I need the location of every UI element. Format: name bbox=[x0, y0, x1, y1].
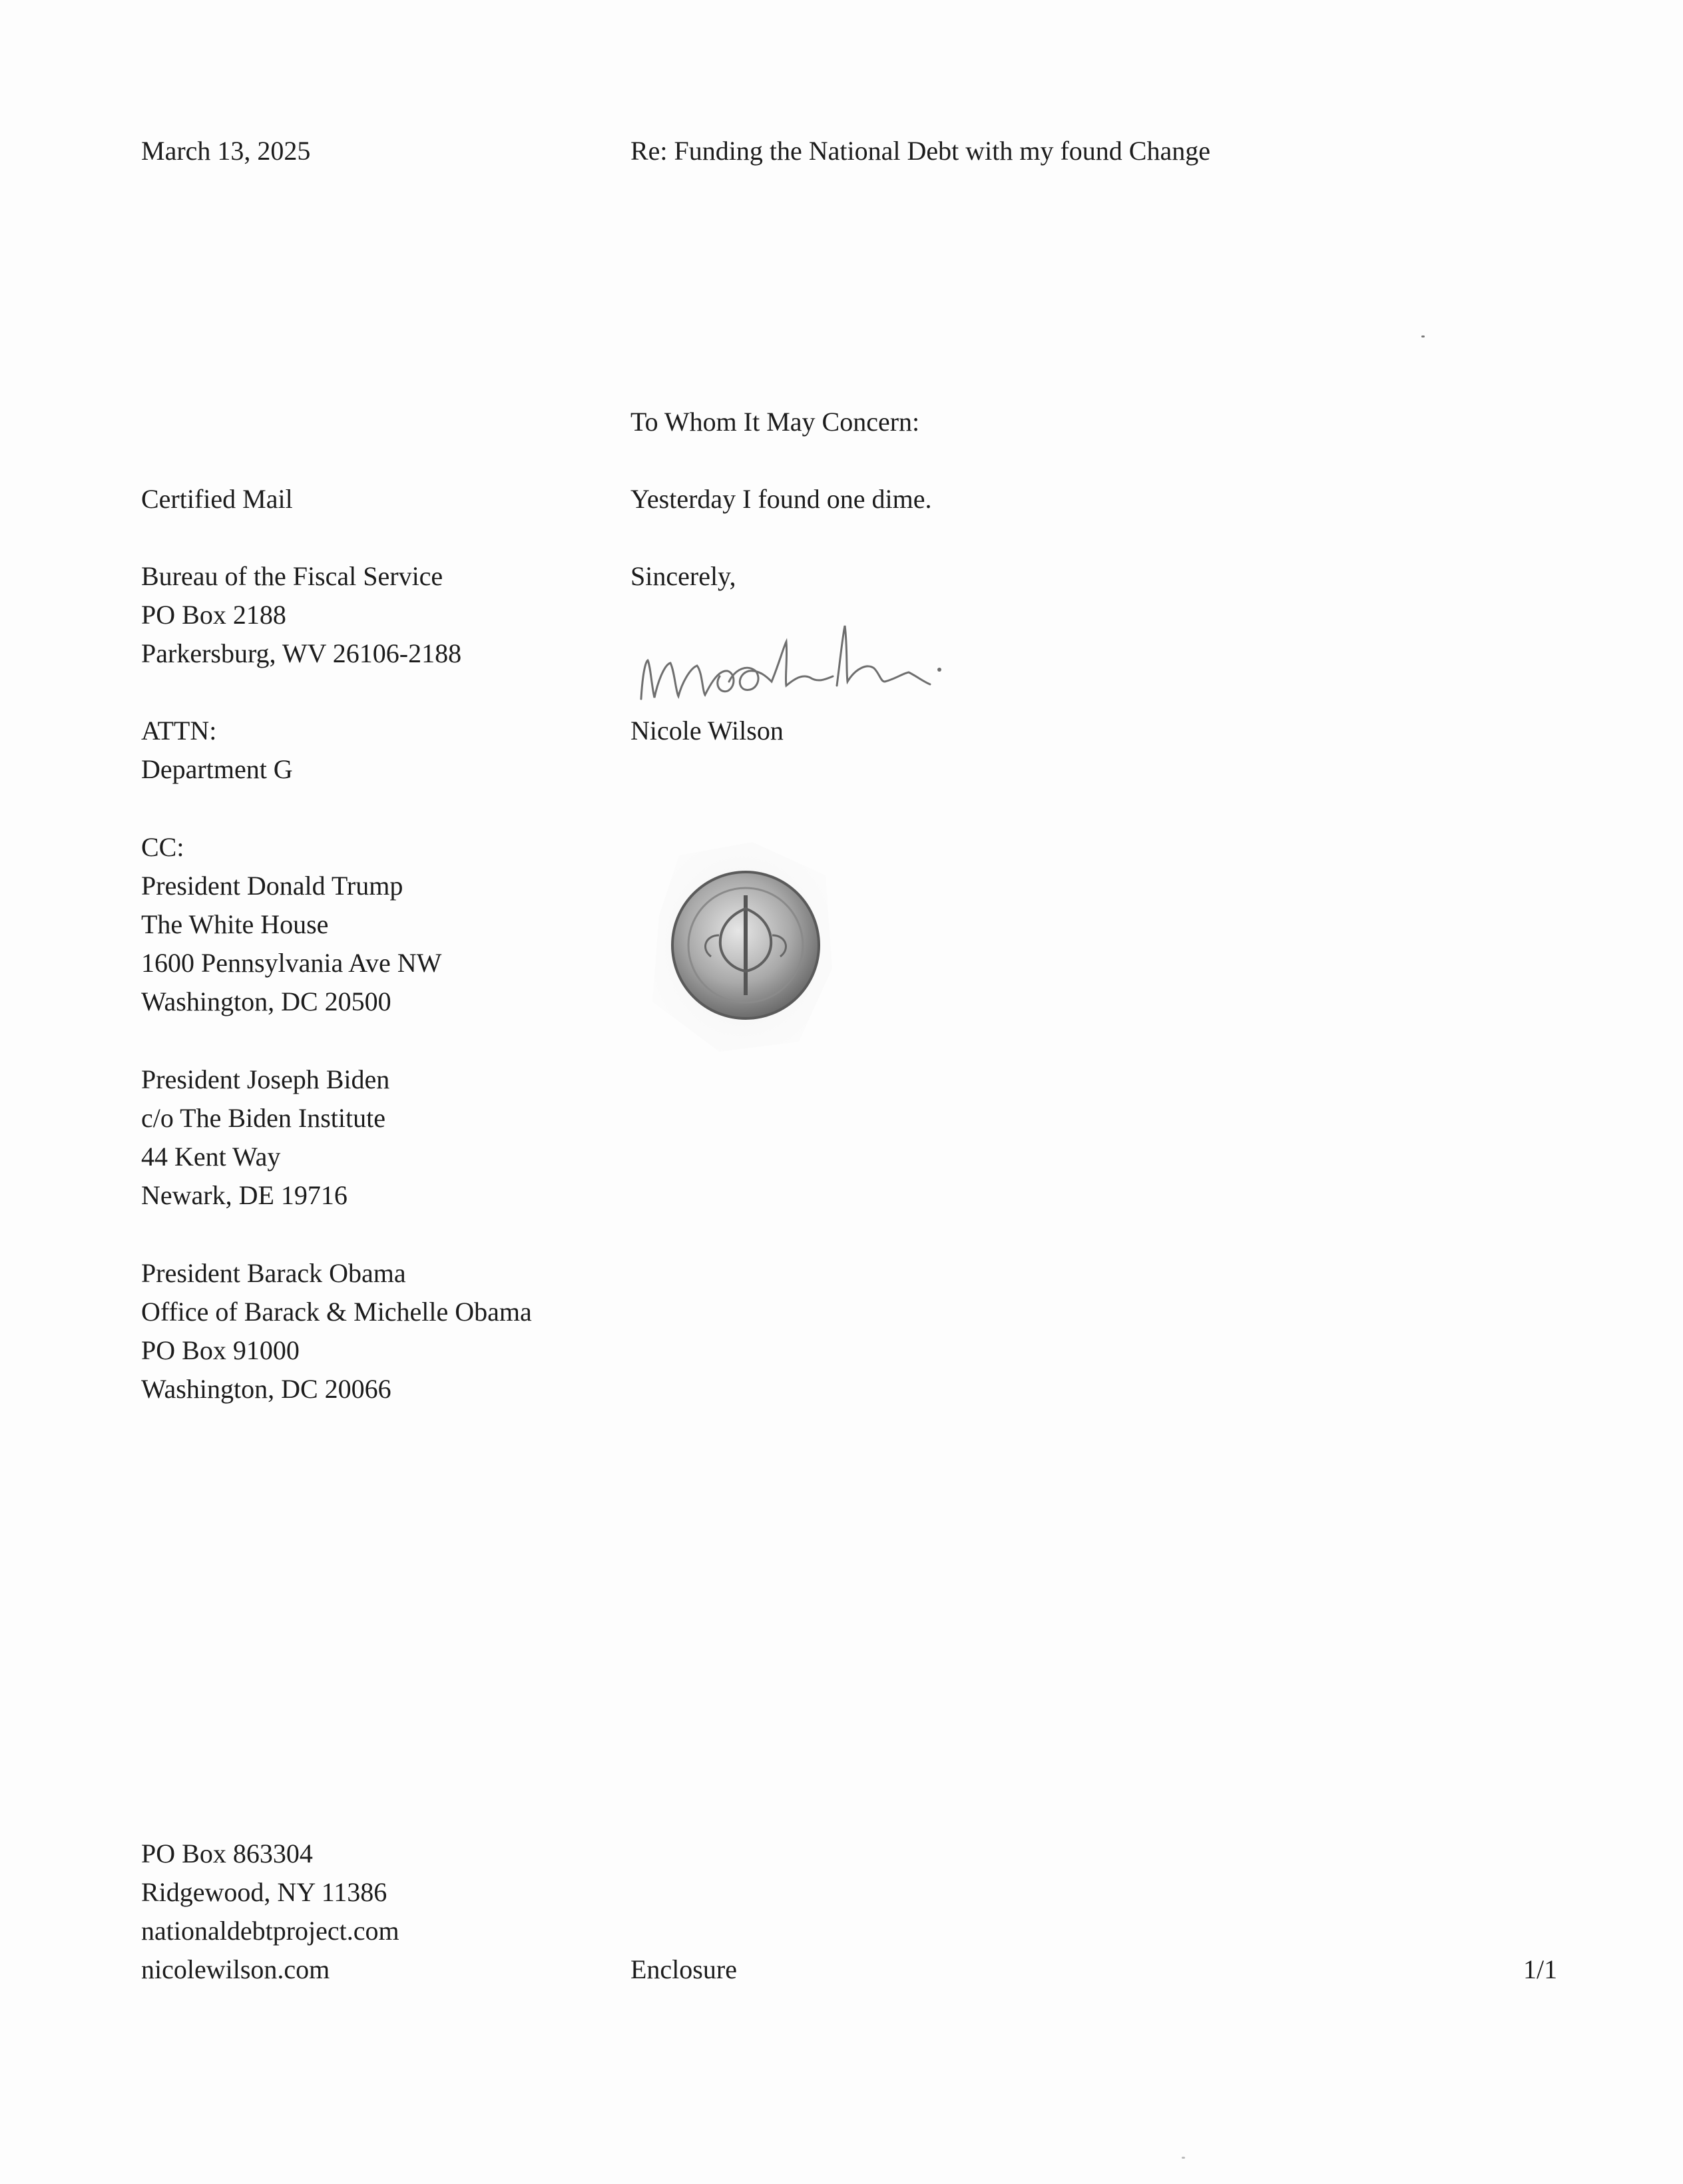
cc-block bbox=[141, 828, 441, 1021]
signature bbox=[636, 612, 962, 712]
sender-line: PO Box 863304 bbox=[141, 1839, 313, 1868]
recipient-line: Bureau of the Fiscal Service bbox=[141, 561, 443, 591]
scan-speck bbox=[1182, 2157, 1185, 2159]
signer-name: Nicole Wilson bbox=[630, 716, 784, 746]
attention-block bbox=[141, 712, 293, 789]
cc-second-line: President Joseph Biden bbox=[141, 1064, 390, 1094]
attention-label: ATTN: bbox=[141, 716, 217, 746]
recipient-address bbox=[141, 557, 461, 673]
cc-second-line: Newark, DE 19716 bbox=[141, 1180, 348, 1210]
sender-website: nicolewilson.com bbox=[141, 1954, 330, 1984]
cc-second-line: 44 Kent Way bbox=[141, 1142, 281, 1172]
cc-first-line: 1600 Pennsylvania Ave NW bbox=[141, 948, 442, 978]
salutation: To Whom It May Concern: bbox=[630, 407, 920, 437]
letter-body: Yesterday I found one dime. bbox=[630, 484, 932, 514]
cc-label: CC: bbox=[141, 832, 184, 862]
closing: Sincerely, bbox=[630, 561, 736, 591]
page-number: 1/1 bbox=[1523, 1954, 1558, 1984]
cc-third-line: PO Box 91000 bbox=[141, 1335, 300, 1365]
letter-date: March 13, 2025 bbox=[141, 136, 311, 166]
delivery-method: Certified Mail bbox=[141, 484, 293, 514]
cc-third-line: Office of Barack & Michelle Obama bbox=[141, 1297, 532, 1327]
scan-speck bbox=[1421, 335, 1425, 337]
sender-line: Ridgewood, NY 11386 bbox=[141, 1877, 387, 1907]
cc-first-line: Washington, DC 20500 bbox=[141, 986, 391, 1016]
cc-second-line: c/o The Biden Institute bbox=[141, 1103, 385, 1133]
cc-first-line: President Donald Trump bbox=[141, 871, 403, 901]
dime-coin-icon bbox=[639, 835, 839, 1055]
recipient-line: Parkersburg, WV 26106-2188 bbox=[141, 638, 462, 668]
attention-department: Department G bbox=[141, 754, 293, 784]
cc-second-address bbox=[141, 1060, 389, 1215]
sender-website: nationaldebtproject.com bbox=[141, 1916, 399, 1946]
enclosure-label: Enclosure bbox=[630, 1954, 737, 1984]
cc-first-line: The White House bbox=[141, 909, 329, 939]
cc-third-address bbox=[141, 1254, 532, 1409]
letter-subject: Re: Funding the National Debt with my found Change bbox=[630, 136, 1210, 166]
cc-third-line: President Barack Obama bbox=[141, 1258, 406, 1288]
sender-address bbox=[141, 1835, 399, 1989]
recipient-line: PO Box 2188 bbox=[141, 600, 286, 630]
cc-third-line: Washington, DC 20066 bbox=[141, 1374, 391, 1404]
